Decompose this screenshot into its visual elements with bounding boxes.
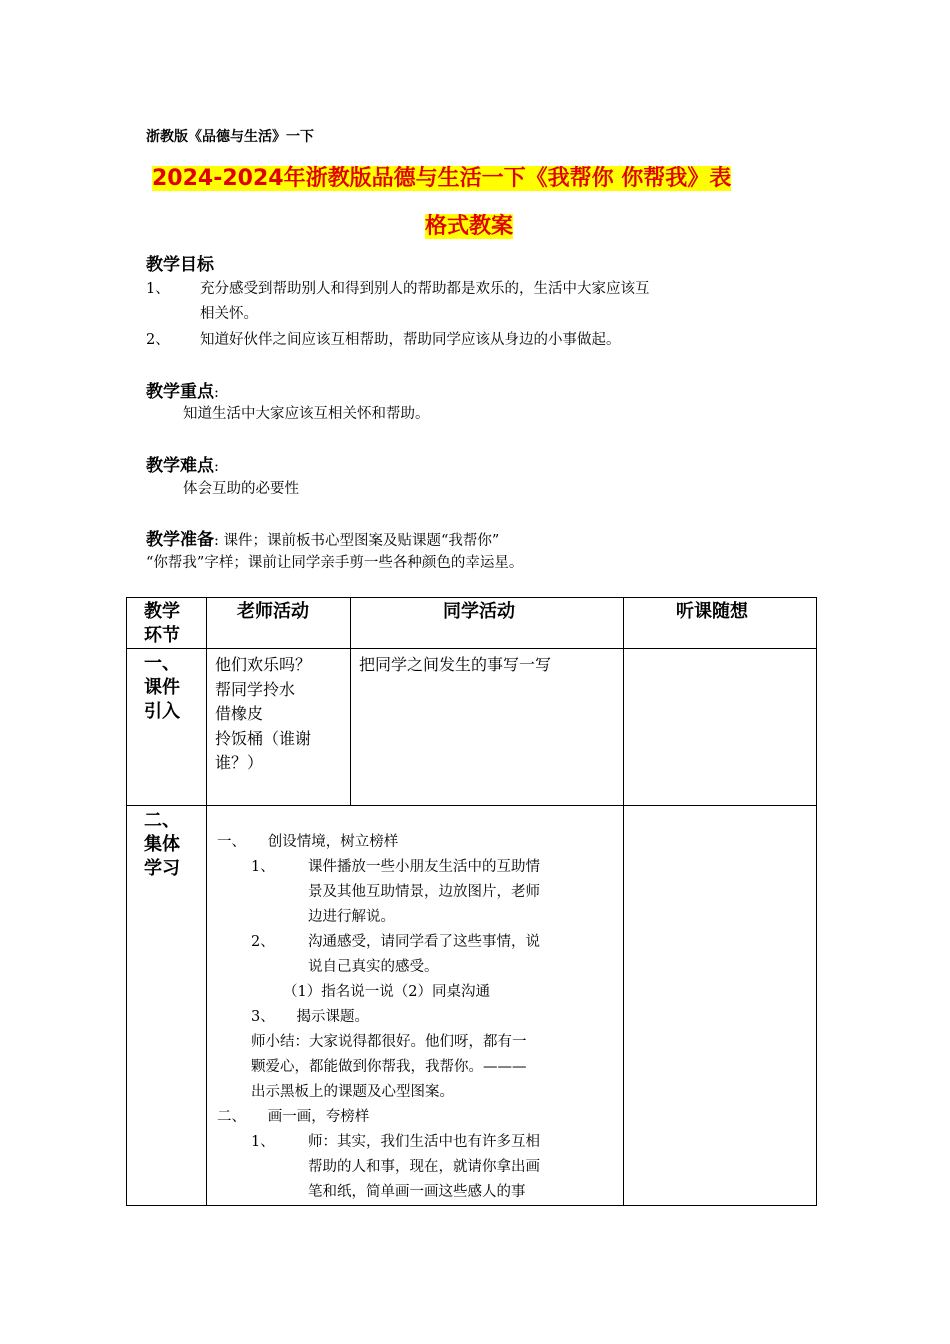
intro-notes-cell — [624, 649, 817, 806]
document-title-line-1: 2024-2024年浙教版品德与生活一下《我帮你 你帮我》表 — [152, 166, 732, 191]
intro-teacher-line: 借橡皮 — [215, 704, 264, 723]
header-cell-teacher: 老师活动 — [207, 598, 351, 649]
objective-2-number: 2、 — [146, 332, 170, 348]
study-line: 师：其实，我们生活中也有许多互相 — [308, 1134, 540, 1150]
study-line: 沟通感受，请同学看了这些事情，说 — [308, 934, 540, 950]
intro-teacher-line: 谁？） — [215, 753, 264, 772]
study-line: （1）指名说一说（2）同桌沟通 — [283, 984, 490, 1000]
document-title-line-2: 格式教案 — [425, 214, 514, 239]
study-line: 笔和纸，简单画一画这些感人的事 — [308, 1184, 526, 1200]
intro-teacher-line: 帮同学拎水 — [215, 679, 296, 699]
study-line: 1、 — [251, 859, 275, 875]
table-header-row — [127, 598, 817, 649]
study-line: 帮助的人和事，现在，就请你拿出画 — [308, 1159, 540, 1175]
key-points-text: 知道生活中大家应该互相关怀和帮助。 — [183, 406, 430, 422]
objective-1-line-1: 充分感受到帮助别人和得到别人的帮助都是欢乐的，生活中大家应该互 — [200, 281, 650, 297]
study-line: 二、 画一画，夸榜样 — [217, 1109, 370, 1125]
study-line: 3、 揭示课题。 — [251, 1009, 369, 1025]
header-cell-notes: 听课随想 — [624, 598, 817, 649]
study-stage-cell: 二、 集体 学习 — [127, 806, 207, 1206]
study-line: 景及其他互助情景，边放图片，老师 — [308, 884, 540, 900]
lesson-plan-table — [126, 597, 817, 1206]
intro-teacher-cell — [207, 649, 351, 806]
intro-student-cell: 把同学之间发生的事写一写 — [351, 649, 624, 806]
objective-2-line-1: 知道好伙伴之间应该互相帮助，帮助同学应该从身边的小事做起。 — [200, 332, 621, 348]
study-line: 边进行解说。 — [308, 909, 395, 925]
difficulties-label: 教学难点: — [146, 456, 219, 476]
preparation-line-2: “你帮我”字样；课前让同学亲手剪一些各种颜色的幸运星。 — [146, 555, 524, 571]
intro-teacher-line: 他们欢乐吗？ — [215, 655, 312, 674]
document-subtitle: 浙教版《品德与生活》一下 — [146, 129, 314, 145]
intro-teacher-line: 拎饭桶（谁谢 — [215, 728, 312, 748]
objectives-heading: 教学目标 — [146, 255, 214, 275]
study-line: 一、 创设情境，树立榜样 — [217, 834, 399, 850]
study-notes-cell — [624, 806, 817, 1206]
objective-1-line-2: 相关怀。 — [200, 306, 258, 322]
study-line: 2、 — [251, 934, 275, 950]
header-cell-student: 同学活动 — [351, 598, 624, 649]
study-activity-cell — [207, 806, 624, 1206]
study-line: 颗爱心，都能做到你帮我，我帮你。——— — [251, 1059, 527, 1075]
study-line: 师小结：大家说得都很好。他们呀，都有一 — [251, 1034, 527, 1050]
table-row-intro — [127, 649, 817, 806]
study-line: 出示黑板上的课题及心型图案。 — [251, 1084, 454, 1100]
header-cell-stage: 教学 环节 — [127, 598, 207, 649]
difficulties-text: 体会互助的必要性 — [183, 481, 299, 497]
study-line: 说自己真实的感受。 — [308, 959, 439, 975]
objective-1-number: 1、 — [146, 281, 170, 297]
intro-stage-cell: 一、 课件 引入 — [127, 649, 207, 806]
key-points-label: 教学重点: — [146, 382, 219, 402]
study-line: 1、 — [251, 1134, 275, 1150]
preparation-label: 教学准备: 课件；课前板书心型图案及贴课题“我帮你” — [146, 530, 500, 550]
study-line: 课件播放一些小朋友生活中的互助情 — [308, 859, 540, 875]
table-row-group-study — [127, 806, 817, 1206]
